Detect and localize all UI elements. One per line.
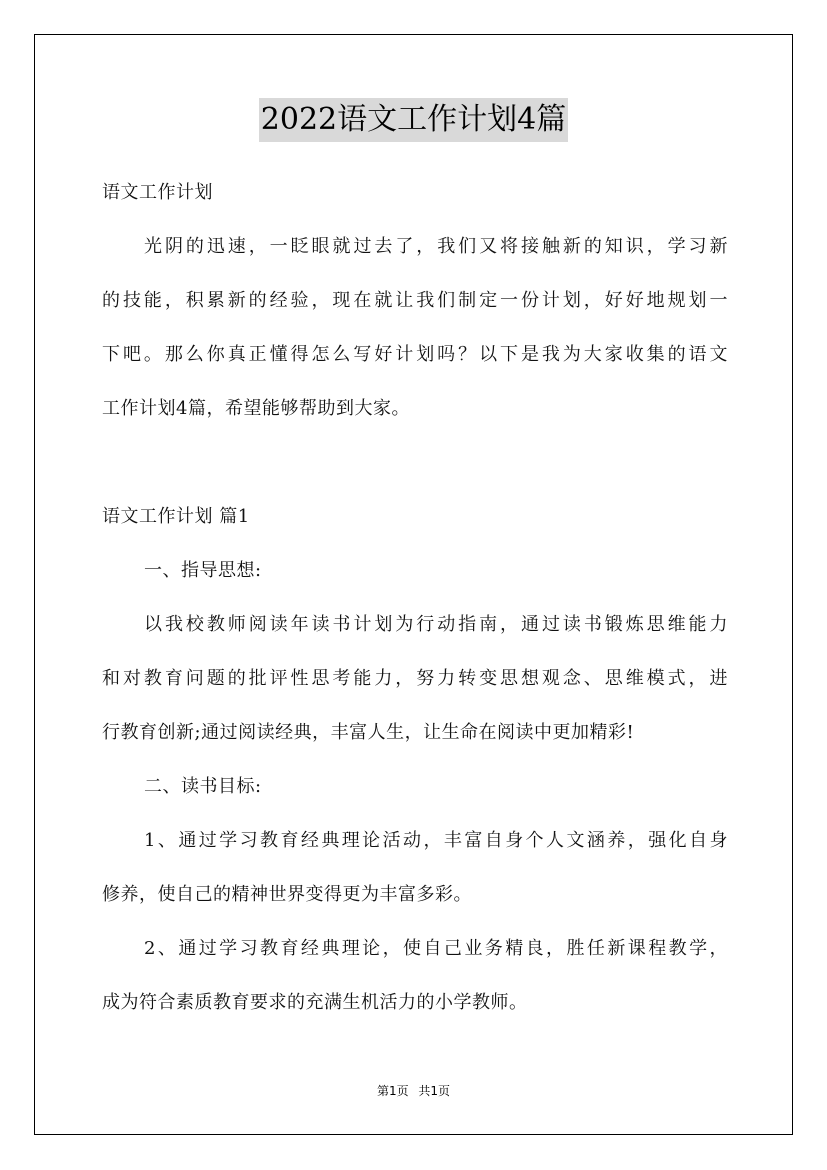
point1-line: 以我校教师阅读年读书计划为行动指南，通过读书锻炼思维能力: [144, 614, 728, 635]
intro-line: 下吧。那么你真正懂得怎么写好计划吗？以下是我为大家收集的语文: [102, 344, 728, 365]
point1-line: 行教育创新;通过阅读经典，丰富人生，让生命在阅读中更加精彩!: [102, 722, 635, 743]
goal1-line: 修养，使自己的精神世界变得更为丰富多彩。: [102, 884, 472, 905]
intro-line: 的技能，积累新的经验，现在就让我们制定一份计划，好好地规划一: [102, 290, 728, 311]
point2-heading: 二、读书目标:: [144, 776, 262, 797]
goal2-line: 2、通过学习教育经典理论，使自己业务精良，胜任新课程教学，: [144, 938, 728, 959]
section-heading: 语文工作计划 篇1: [102, 506, 250, 527]
intro-line: 工作计划4篇，希望能够帮助到大家。: [102, 398, 410, 419]
title-container: [0, 98, 827, 142]
page-number: 第1页: [376, 1084, 409, 1098]
intro-line: 光阴的迅速，一眨眼就过去了，我们又将接触新的知识，学习新: [144, 236, 728, 257]
point1-heading: 一、指导思想:: [144, 560, 262, 581]
goal2-line: 成为符合素质教育要求的充满生机活力的小学教师。: [102, 992, 528, 1013]
spacer: [102, 436, 728, 490]
point1-line: 和对教育问题的批评性思考能力，努力转变思想观念、思维模式，进: [102, 668, 728, 689]
document-title: 2022语文工作计划4篇: [259, 98, 568, 142]
goal1-line: 1、通过学习教育经典理论活动，丰富自身个人文涵养，强化自身: [144, 830, 728, 851]
subtitle: 语文工作计划: [102, 182, 213, 203]
document-body: [102, 166, 728, 1030]
page-total: 共1页: [418, 1084, 451, 1098]
page-footer: [0, 1082, 827, 1099]
